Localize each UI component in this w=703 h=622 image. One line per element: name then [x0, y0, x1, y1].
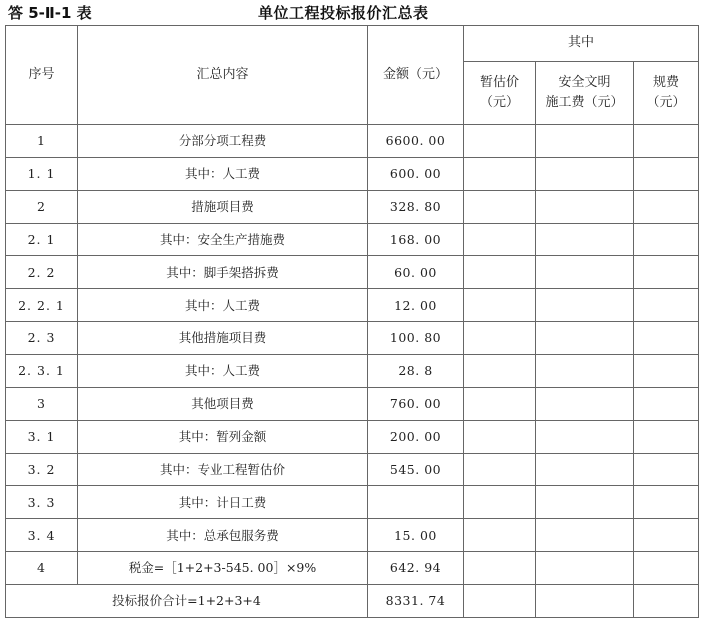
col-header-amount: 金额（元）	[368, 26, 464, 125]
row-content: 其中：人工费	[78, 289, 368, 322]
col-header-fees: 规费 （元）	[634, 62, 699, 125]
row-amount: 12. 00	[368, 289, 464, 322]
row-provisional	[464, 420, 536, 453]
row-seq: 4	[6, 552, 78, 585]
row-fees	[634, 552, 699, 585]
row-content: 其中：人工费	[78, 157, 368, 190]
row-amount: 600. 00	[368, 157, 464, 190]
row-provisional	[464, 552, 536, 585]
row-fees	[634, 486, 699, 519]
table-row	[6, 552, 699, 585]
row-safety	[536, 486, 634, 519]
summary-table	[5, 25, 699, 618]
row-fees	[634, 157, 699, 190]
row-safety	[536, 420, 634, 453]
col-header-provisional: 暂估价 （元）	[464, 62, 536, 125]
table-row	[6, 486, 699, 519]
row-seq: 2	[6, 190, 78, 223]
row-amount: 100. 80	[368, 322, 464, 355]
row-seq: 2. 3. 1	[6, 355, 78, 388]
row-content: 其中：专业工程暂估价	[78, 453, 368, 486]
row-provisional	[464, 256, 536, 289]
row-safety	[536, 157, 634, 190]
row-content: 措施项目费	[78, 190, 368, 223]
total-amount: 8331. 74	[368, 585, 464, 618]
row-content: 其中：安全生产措施费	[78, 223, 368, 256]
table-id: 答 5-Ⅱ-1 表	[8, 4, 92, 22]
row-seq: 2. 1	[6, 223, 78, 256]
row-safety	[536, 387, 634, 420]
row-fees	[634, 223, 699, 256]
table-row	[6, 420, 699, 453]
row-seq: 2. 2. 1	[6, 289, 78, 322]
table-row	[6, 190, 699, 223]
total-row	[6, 585, 699, 618]
row-amount: 200. 00	[368, 420, 464, 453]
total-label: 投标报价合计=1+2+3+4	[6, 585, 368, 618]
table-row	[6, 453, 699, 486]
row-fees	[634, 355, 699, 388]
row-amount: 28. 8	[368, 355, 464, 388]
row-content: 其中：计日工费	[78, 486, 368, 519]
row-fees	[634, 289, 699, 322]
row-seq: 3. 1	[6, 420, 78, 453]
row-content: 其中：人工费	[78, 355, 368, 388]
row-safety	[536, 355, 634, 388]
col-header-group: 其中	[464, 26, 699, 62]
row-provisional	[464, 453, 536, 486]
table-body	[6, 125, 699, 618]
row-fees	[634, 585, 699, 618]
col-header-seq: 序号	[6, 26, 78, 125]
row-seq: 2. 2	[6, 256, 78, 289]
row-fees	[634, 453, 699, 486]
row-fees	[634, 190, 699, 223]
row-provisional	[464, 585, 536, 618]
row-fees	[634, 256, 699, 289]
table-row	[6, 157, 699, 190]
table-row	[6, 223, 699, 256]
table-row	[6, 125, 699, 158]
row-provisional	[464, 519, 536, 552]
table-row	[6, 289, 699, 322]
row-amount: 760. 00	[368, 387, 464, 420]
row-seq: 3. 3	[6, 486, 78, 519]
row-safety	[536, 190, 634, 223]
row-provisional	[464, 289, 536, 322]
row-safety	[536, 453, 634, 486]
row-fees	[634, 519, 699, 552]
row-amount: 328. 80	[368, 190, 464, 223]
row-content: 分部分项工程费	[78, 125, 368, 158]
row-seq: 1. 1	[6, 157, 78, 190]
row-safety	[536, 519, 634, 552]
row-seq: 3. 4	[6, 519, 78, 552]
table-row	[6, 256, 699, 289]
row-amount: 545. 00	[368, 453, 464, 486]
row-safety	[536, 322, 634, 355]
row-fees	[634, 387, 699, 420]
row-provisional	[464, 190, 536, 223]
row-provisional	[464, 486, 536, 519]
row-safety	[536, 585, 634, 618]
row-amount	[368, 486, 464, 519]
row-provisional	[464, 157, 536, 190]
row-safety	[536, 223, 634, 256]
row-seq: 2. 3	[6, 322, 78, 355]
row-content: 其中：总承包服务费	[78, 519, 368, 552]
row-seq: 1	[6, 125, 78, 158]
row-seq: 3	[6, 387, 78, 420]
row-fees	[634, 125, 699, 158]
row-fees	[634, 420, 699, 453]
row-content: 其中：暂列金额	[78, 420, 368, 453]
row-content: 其他项目费	[78, 387, 368, 420]
row-amount: 60. 00	[368, 256, 464, 289]
row-amount: 6600. 00	[368, 125, 464, 158]
row-content: 其他措施项目费	[78, 322, 368, 355]
row-provisional	[464, 355, 536, 388]
row-safety	[536, 552, 634, 585]
row-provisional	[464, 322, 536, 355]
row-provisional	[464, 125, 536, 158]
table-row	[6, 519, 699, 552]
row-safety	[536, 125, 634, 158]
row-content: 其中：脚手架搭拆费	[78, 256, 368, 289]
row-amount: 15. 00	[368, 519, 464, 552]
row-safety	[536, 289, 634, 322]
row-content: 税金=［1+2+3-545. 00］×9%	[78, 552, 368, 585]
row-seq: 3. 2	[6, 453, 78, 486]
row-fees	[634, 322, 699, 355]
row-safety	[536, 256, 634, 289]
row-provisional	[464, 223, 536, 256]
row-amount: 168. 00	[368, 223, 464, 256]
table-row	[6, 355, 699, 388]
row-provisional	[464, 387, 536, 420]
table-row	[6, 387, 699, 420]
page-title: 单位工程投标报价汇总表	[258, 4, 429, 22]
col-header-content: 汇总内容	[78, 26, 368, 125]
document-header	[0, 0, 703, 26]
col-header-safety: 安全文明 施工费（元）	[536, 62, 634, 125]
row-amount: 642. 94	[368, 552, 464, 585]
table-row	[6, 322, 699, 355]
table-header	[6, 26, 699, 125]
